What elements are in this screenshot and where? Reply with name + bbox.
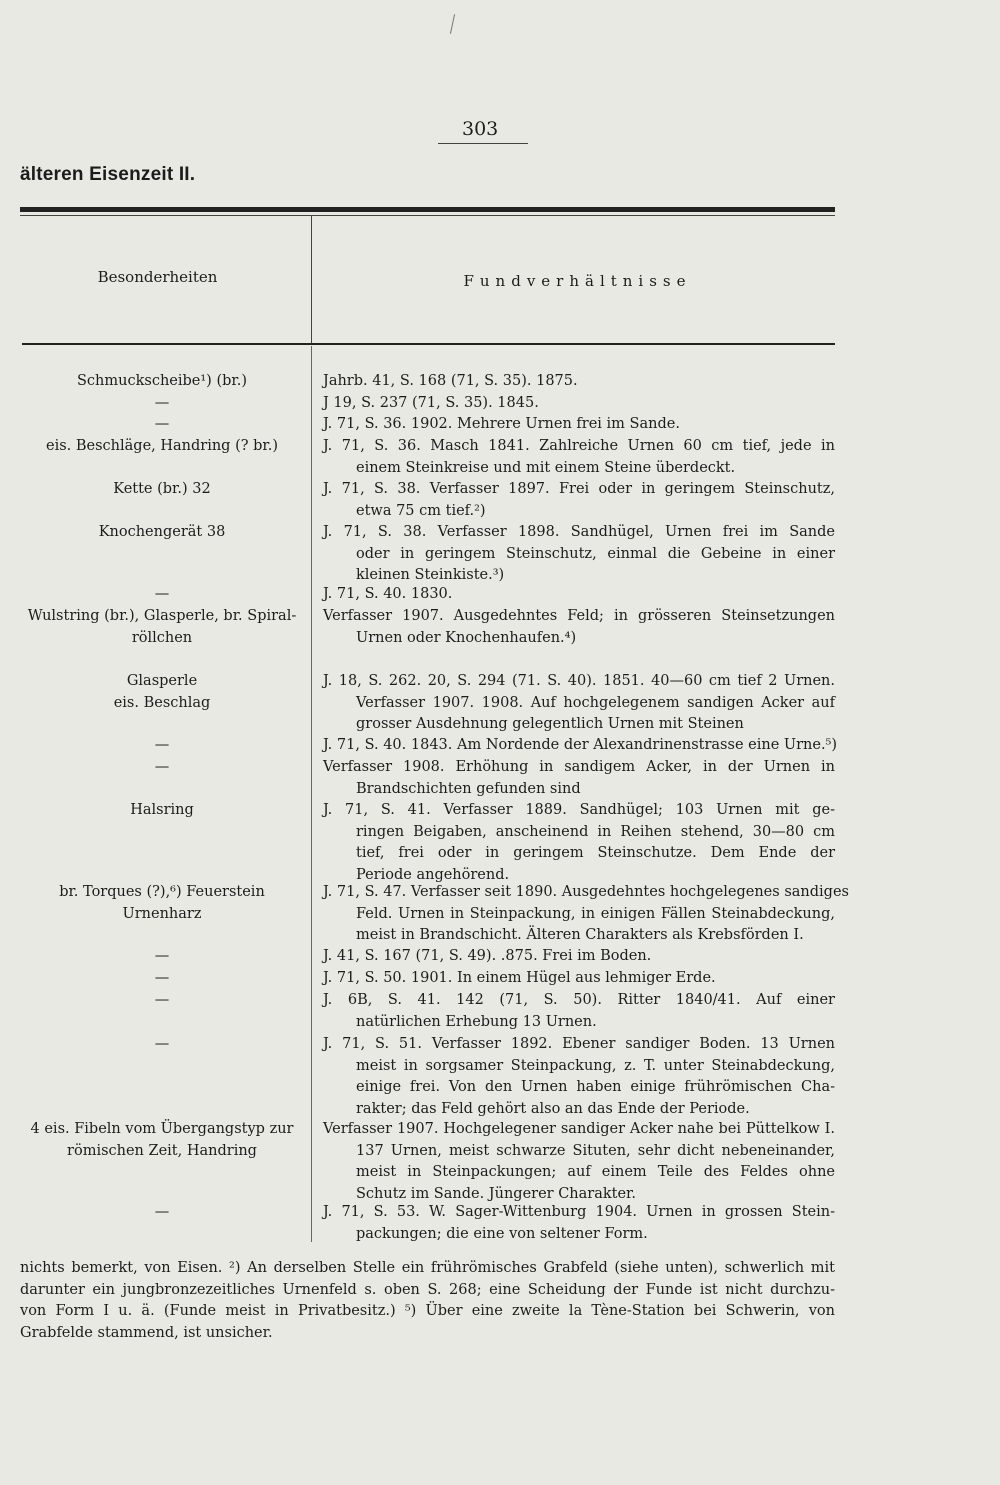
- table-top-rule: [20, 207, 835, 212]
- cell-besonderheiten: [18, 584, 306, 606]
- cell-line: J. 71, S. 40. 1830.: [323, 586, 453, 602]
- cell-line: —: [154, 948, 170, 964]
- cell-line: —: [154, 586, 170, 602]
- cell-line: —: [154, 1204, 170, 1220]
- cell-line: Urnenharz: [122, 905, 202, 922]
- cell-line: —: [154, 759, 170, 775]
- cell-line: J. 71, S. 36. Masch 1841. Zahlreiche Urnen 60 cm tief, jede in: [323, 438, 835, 454]
- cell-besonderheiten: [18, 371, 306, 393]
- cell-fundverhaeltnisse: [323, 946, 835, 968]
- cell-line: Schmuckscheibe¹) (br.): [77, 373, 247, 389]
- cell-line: kleinen Steinkiste.³): [356, 567, 505, 583]
- cell-line: J. 71, S. 40. 1843. Am Nordende der Alexandrinenstrasse eine Urne.⁵): [323, 737, 838, 753]
- cell-line: Verfasser 1908. Erhöhung in sandigem Acker, in der Urnen in: [323, 759, 835, 775]
- cell-line: einem Steinkreise und mit einem Steine überdeckt.: [356, 459, 736, 476]
- cell-besonderheiten: [18, 968, 306, 990]
- footnote-line: von Form I u. ä. (Funde meist in Privatbesitz.) ⁵) Über eine zweite la Tène-Station bei Schwerin, von: [20, 1303, 835, 1319]
- cell-fundverhaeltnisse: [323, 735, 838, 757]
- cell-besonderheiten: [18, 946, 306, 968]
- cell-line: einige frei. Von den Urnen haben einige frührömischen Cha-: [356, 1079, 835, 1095]
- cell-line: natürlichen Erhebung 13 Urnen.: [356, 1013, 597, 1030]
- cell-line: —: [154, 737, 170, 753]
- cell-fundverhaeltnisse: [323, 757, 835, 800]
- cell-line: ringen Beigaben, anscheinend in Reihen stehend, 30—80 cm: [356, 823, 835, 840]
- cell-line: grosser Ausdehnung gelegentlich Urnen mit Steinen: [356, 716, 744, 732]
- header-rule: [22, 343, 835, 345]
- cell-fundverhaeltnisse: [323, 393, 835, 415]
- cell-line: J. 41, S. 167 (71, S. 49). .875. Frei im Boden.: [323, 948, 652, 964]
- cell-fundverhaeltnisse: [323, 1034, 835, 1120]
- cell-line: tief, frei oder in geringem Steinschutze. Dem Ende der: [356, 845, 835, 861]
- cell-line: —: [154, 992, 170, 1008]
- cell-line: Schutz im Sande. Jüngerer Charakter.: [356, 1185, 637, 1202]
- cell-line: etwa 75 cm tief.²): [356, 502, 486, 519]
- cell-line: J. 71, S. 47. Verfasser seit 1890. Ausgedehntes hochgelegenes sandiges: [323, 884, 849, 900]
- cell-fundverhaeltnisse: [323, 1202, 835, 1245]
- cell-besonderheiten: [18, 414, 306, 436]
- cell-besonderheiten: [18, 522, 306, 544]
- cell-line: J. 71, S. 38. Verfasser 1898. Sandhügel, Urnen frei im Sande: [323, 524, 835, 540]
- cell-line: J. 71, S. 51. Verfasser 1892. Ebener sandiger Boden. 13 Urnen: [323, 1036, 835, 1052]
- cell-besonderheiten: [18, 800, 306, 822]
- cell-line: eis. Beschläge, Handring (? br.): [45, 438, 278, 454]
- cell-fundverhaeltnisse: [323, 436, 835, 479]
- cell-line: packungen; die eine von seltener Form.: [356, 1225, 648, 1242]
- cell-fundverhaeltnisse: [323, 584, 835, 606]
- cell-line: —: [154, 416, 170, 432]
- cell-besonderheiten: [18, 479, 306, 501]
- cell-fundverhaeltnisse: [323, 414, 835, 436]
- cell-line: meist in Steinpackungen; auf einem Teile des Feldes ohne: [356, 1164, 835, 1180]
- cell-line: Verfasser 1907. Ausgedehntes Feld; in grösseren Steinsetzungen: [323, 608, 835, 624]
- table-top-rule-thin: [20, 215, 835, 216]
- section-title: älteren Eisenzeit II.: [20, 164, 196, 185]
- cell-line: —: [154, 395, 170, 411]
- cell-line: römischen Zeit, Handring: [67, 1142, 257, 1159]
- cell-fundverhaeltnisse: [323, 671, 835, 736]
- footnotes: [20, 1258, 835, 1344]
- cell-line: Brandschichten gefunden sind: [356, 780, 581, 797]
- cell-line: Feld. Urnen in Steinpackung, in einigen Fällen Steinabdeckung,: [356, 905, 835, 922]
- cell-line: Verfasser 1907. 1908. Auf hochgelegenem sandigen Acker auf: [356, 694, 835, 711]
- cell-besonderheiten: [18, 1119, 306, 1162]
- cell-line: Glasperle: [126, 673, 198, 689]
- cell-line: Jahrb. 41, S. 168 (71, S. 35). 1875.: [323, 373, 578, 389]
- cell-besonderheiten: [18, 735, 306, 757]
- scan-mark: [450, 14, 455, 34]
- cell-besonderheiten: [18, 393, 306, 415]
- cell-line: 137 Urnen, meist schwarze Situten, sehr dicht nebeneinander,: [356, 1142, 835, 1159]
- cell-fundverhaeltnisse: [323, 371, 835, 393]
- header-fundverhaeltnisse: Fundverhältnisse: [463, 272, 692, 290]
- cell-line: meist in sorgsamer Steinpackung, z. T. unter Steinabdeckung,: [356, 1057, 835, 1074]
- cell-fundverhaeltnisse: [323, 990, 835, 1033]
- cell-line: oder in geringem Steinschutz, einmal die Gebeine in einer: [356, 545, 835, 562]
- cell-besonderheiten: [18, 1202, 306, 1224]
- page-number: 303: [462, 118, 499, 140]
- cell-besonderheiten: [18, 757, 306, 779]
- cell-fundverhaeltnisse: [323, 606, 835, 649]
- header-besonderheiten: Besonderheiten: [97, 268, 218, 286]
- cell-line: Halsring: [130, 802, 194, 818]
- cell-line: Wulstring (br.), Glasperle, br. Spiral-: [27, 608, 297, 624]
- cell-besonderheiten: [18, 990, 306, 1012]
- cell-line: J 19, S. 237 (71, S. 35). 1845.: [323, 395, 539, 411]
- cell-line: 4 eis. Fibeln vom Übergangstyp zur: [30, 1121, 294, 1137]
- cell-fundverhaeltnisse: [323, 800, 835, 886]
- footnote-line: nichts bemerkt, von Eisen. ²) An derselben Stelle ein frührömisches Grabfeld (siehe unten), schwerlich mit: [20, 1260, 835, 1276]
- cell-line: Kette (br.) 32: [113, 481, 211, 497]
- cell-line: röllchen: [131, 629, 193, 646]
- cell-fundverhaeltnisse: [323, 882, 849, 947]
- cell-besonderheiten: [18, 1034, 306, 1056]
- cell-fundverhaeltnisse: [323, 1119, 835, 1205]
- cell-line: br. Torques (?),⁶) Feuerstein: [59, 884, 265, 900]
- cell-besonderheiten: [18, 436, 306, 458]
- cell-line: eis. Beschlag: [113, 694, 211, 711]
- cell-line: meist in Brandschicht. Älteren Charakters als Krebsförden I.: [356, 927, 804, 943]
- cell-line: Periode angehörend.: [356, 866, 510, 883]
- footnote-line: Grabfelde stammend, ist unsicher.: [20, 1324, 273, 1341]
- cell-line: Knochengerät 38: [98, 524, 226, 540]
- page-number-rule: [438, 143, 528, 144]
- cell-besonderheiten: [18, 671, 306, 714]
- column-separator-header: [311, 216, 312, 343]
- cell-line: J. 71, S. 53. W. Sager-Wittenburg 1904. Urnen in grossen Stein-: [323, 1204, 835, 1220]
- cell-line: J. 71, S. 38. Verfasser 1897. Frei oder in geringem Steinschutz,: [323, 481, 835, 497]
- cell-line: J. 71, S. 36. 1902. Mehrere Urnen frei im Sande.: [323, 416, 680, 432]
- cell-line: Urnen oder Knochenhaufen.⁴): [356, 629, 577, 646]
- cell-fundverhaeltnisse: [323, 479, 835, 522]
- cell-line: Verfasser 1907. Hochgelegener sandiger Acker nahe bei Püttelkow I.: [323, 1121, 835, 1137]
- footnote-line: darunter ein jungbronzezeitliches Urnenfeld s. oben S. 268; eine Scheidung der Funde ist nicht durchzu-: [20, 1281, 835, 1298]
- cell-line: J. 18, S. 262. 20, S. 294 (71. S. 40). 1851. 40—60 cm tief 2 Urnen.: [323, 673, 835, 689]
- cell-line: —: [154, 970, 170, 986]
- cell-line: J. 71, S. 50. 1901. In einem Hügel aus lehmiger Erde.: [323, 970, 716, 986]
- cell-fundverhaeltnisse: [323, 968, 835, 990]
- column-separator-body: [311, 346, 312, 1242]
- cell-line: J. 71, S. 41. Verfasser 1889. Sandhügel; 103 Urnen mit ge-: [323, 802, 835, 818]
- cell-line: J. 6B, S. 41. 142 (71, S. 50). Ritter 1840/41. Auf einer: [323, 992, 835, 1008]
- cell-line: —: [154, 1036, 170, 1052]
- cell-fundverhaeltnisse: [323, 522, 835, 587]
- cell-line: rakter; das Feld gehört also an das Ende der Periode.: [356, 1100, 750, 1117]
- cell-besonderheiten: [18, 606, 306, 649]
- cell-besonderheiten: [18, 882, 306, 925]
